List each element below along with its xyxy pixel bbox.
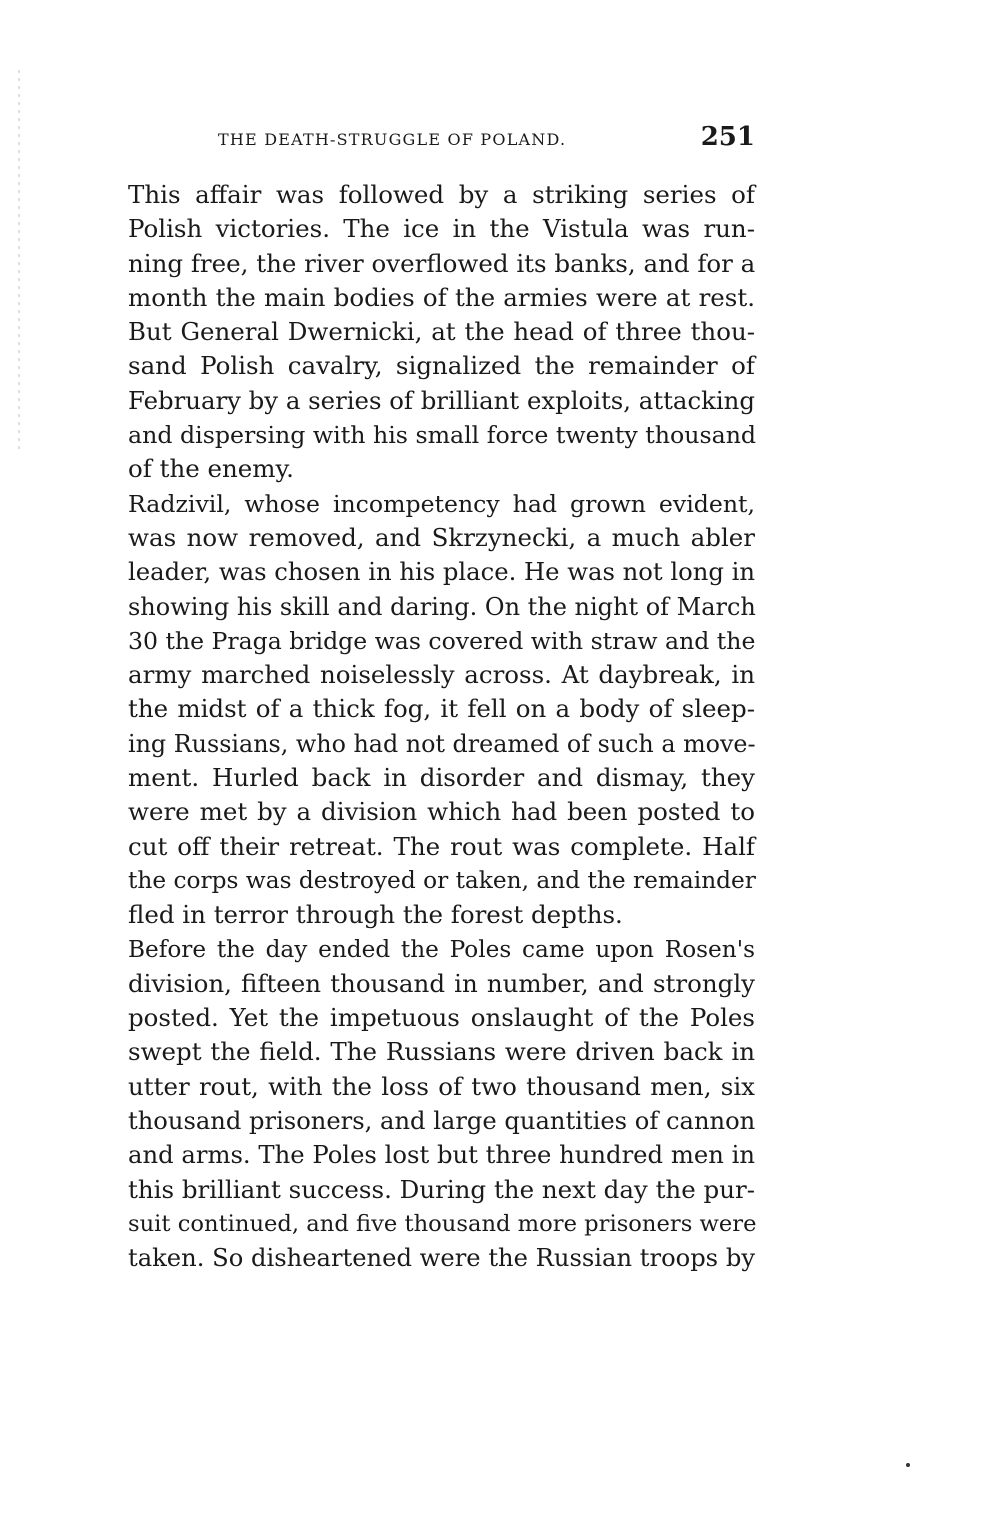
text-line: was now removed, and Skrzynecki, a much abler xyxy=(128,522,755,552)
text-line: February by a series of brilliant exploits, attacking xyxy=(128,385,755,415)
text-line: the midst of a thick fog, it fell on a body of sleep- xyxy=(128,694,755,724)
text-line: Radzivil, whose incompetency had grown evident, xyxy=(128,489,755,518)
text-line: swept the field. The Russians were driven back in xyxy=(128,1037,755,1067)
text-line: army marched noiselessly across. At daybreak, in xyxy=(128,660,755,690)
text-line: But General Dwernicki, at the head of three thou- xyxy=(128,317,755,347)
text-line: ing Russians, who had not dreamed of such a move- xyxy=(128,729,756,758)
text-line: and dispersing with his small force twenty thousand xyxy=(128,421,757,450)
paragraph-2 xyxy=(100,487,755,933)
text-line: showing his skill and daring. On the night of March xyxy=(128,592,756,621)
text-line: sand Polish cavalry, signalized the remainder of xyxy=(128,351,755,381)
text-line: suit continued, and five thousand more prisoners were xyxy=(128,1210,757,1237)
text-line: cut off their retreat. The rout was complete. Half xyxy=(128,831,755,861)
text-line: ment. Hurled back in disorder and dismay, they xyxy=(128,763,755,793)
text-line: posted. Yet the impetuous onslaught of the Poles xyxy=(128,1003,755,1033)
text-line: leader, was chosen in his place. He was not long in xyxy=(128,557,755,587)
running-title: THE DEATH-STRUGGLE OF POLAND. xyxy=(218,130,567,149)
text-line: month the main bodies of the armies were at rest. xyxy=(128,282,755,312)
text-line: this brilliant success. During the next day the pur- xyxy=(128,1174,755,1204)
page-number: 251 xyxy=(700,122,755,152)
text-line: ning free, the river overflowed its banks, and for a xyxy=(128,248,756,278)
scan-speck xyxy=(906,1463,910,1467)
text-line: utter rout, with the loss of two thousand men, six xyxy=(128,1071,755,1101)
text-line: were met by a division which had been posted to xyxy=(128,797,755,827)
text-line: of the enemy. xyxy=(128,454,294,484)
text-line: and arms. The Poles lost but three hundred men in xyxy=(128,1140,755,1170)
text-line: Before the day ended the Poles came upon Rosen's xyxy=(128,935,755,963)
text-line: 30 the Praga bridge was covered with straw and the xyxy=(128,626,756,655)
text-line: This affair was followed by a striking series of xyxy=(128,180,755,209)
paragraph-1 xyxy=(100,178,755,487)
text-line: taken. So disheartened were the Russian troops by xyxy=(128,1244,755,1273)
scan-binding-edge xyxy=(18,70,20,450)
page-header xyxy=(100,122,755,162)
body-text xyxy=(100,178,755,1276)
text-line: fled in terror through the forest depths. xyxy=(128,900,623,930)
text-line: thousand prisoners, and large quantities of cannon xyxy=(128,1107,756,1136)
text-line: the corps was destroyed or taken, and the remainder xyxy=(128,866,756,894)
text-line: division, fifteen thousand in number, and strongly xyxy=(128,968,755,998)
text-line: Polish victories. The ice in the Vistula was run- xyxy=(128,214,755,244)
paragraph-3 xyxy=(100,933,755,1276)
